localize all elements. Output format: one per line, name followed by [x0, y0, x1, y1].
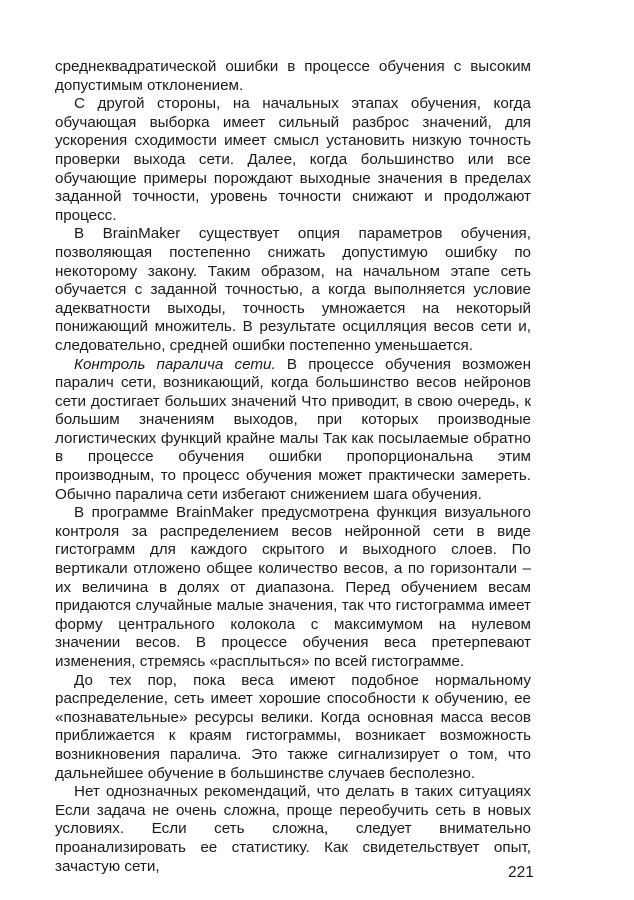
- paragraph-5: [55, 504, 531, 671]
- body-text: [55, 58, 531, 876]
- paragraph-7-text: Нет однозначных рекомендаций, что делать в таких ситуациях Если задача не очень сложна, проще переобучить сеть в новых условиях. Если сеть сложна, следует внимательно проанализировать ее статистику. Как свидетельствует опыт, зачастую сети,: [55, 783, 531, 875]
- paragraph-1-text: среднеквадратической ошибки в процессе обучения с высоким допустимым отклонением.: [55, 58, 531, 94]
- paragraph-1: [55, 58, 531, 95]
- paragraph-4-text: В процессе обучения возможен паралич сети, возникающий, когда большинство весов нейронов сети достигает больших значений Что приводит, в свою очередь, к большим значениям выходов, при которых производные логистических функций крайне малы Так как посылаемые обратно в процессе обучения ошибки пропорциональна этим производным, то процесс обучения может практически замереть. Обычно паралича сети избегают снижением шага обучения.: [55, 355, 531, 503]
- paragraph-3: [55, 225, 531, 355]
- paragraph-4-lead: Контроль паралича сети.: [74, 355, 276, 373]
- paragraph-4: [55, 356, 531, 505]
- paragraph-2: [55, 95, 531, 225]
- paragraph-2-text: С другой стороны, на начальных этапах обучения, когда обучающая выборка имеет сильный разброс значений, для ускорения сходимости имеет смысл установить низкую точность проверки выхода сети. Далее, когда большинство или все обучающие примеры порождают выходные значения в пределах заданной точности, уровень точности снижают и продолжают процесс.: [55, 95, 531, 224]
- paragraph-6: [55, 672, 531, 784]
- paragraph-5-text: В программе BrainMaker предусмотрена функция визуального контроля за распределением весов нейронной сети в виде гистограмм для каждого скрытого и выходного слоев. По вертикали отложено общее количество весов, а по горизонтали – их величина в долях от диапазона. Перед обучением весам придаются случайные малые значения, так что гистограмма имеет форму центрального колокола с максимумом на нулевом значении весов. В процессе обучения веса претерпевают изменения, стремясь «расплыться» по всей гистограмме.: [55, 504, 531, 670]
- paragraph-7: [55, 783, 531, 876]
- paragraph-6-text: До тех пор, пока веса имеют подобное нормальному распределение, сеть имеет хорошие способности к обучению, ее «познавательные» ресурсы велики. Когда основная масса весов приближается к краям гистограммы, возникает возможность возникновения паралича. Это также сигнализирует о том, что дальнейшее обучение в большинстве случаев бесполезно.: [55, 671, 531, 782]
- page-number: 221: [508, 864, 534, 881]
- paragraph-3-text: В BrainMaker существует опция параметров обучения, позволяющая постепенно снижать допустимую ошибку по некоторому закону. Таким образом, на начальном этапе сеть обучается с заданной точностью, а когда выполняется условие адекватности выходы, точность умножается на некоторый понижающий множитель. В результате осцилляция весов сети и, следовательно, средней ошибки постепенно уменьшается.: [55, 225, 531, 354]
